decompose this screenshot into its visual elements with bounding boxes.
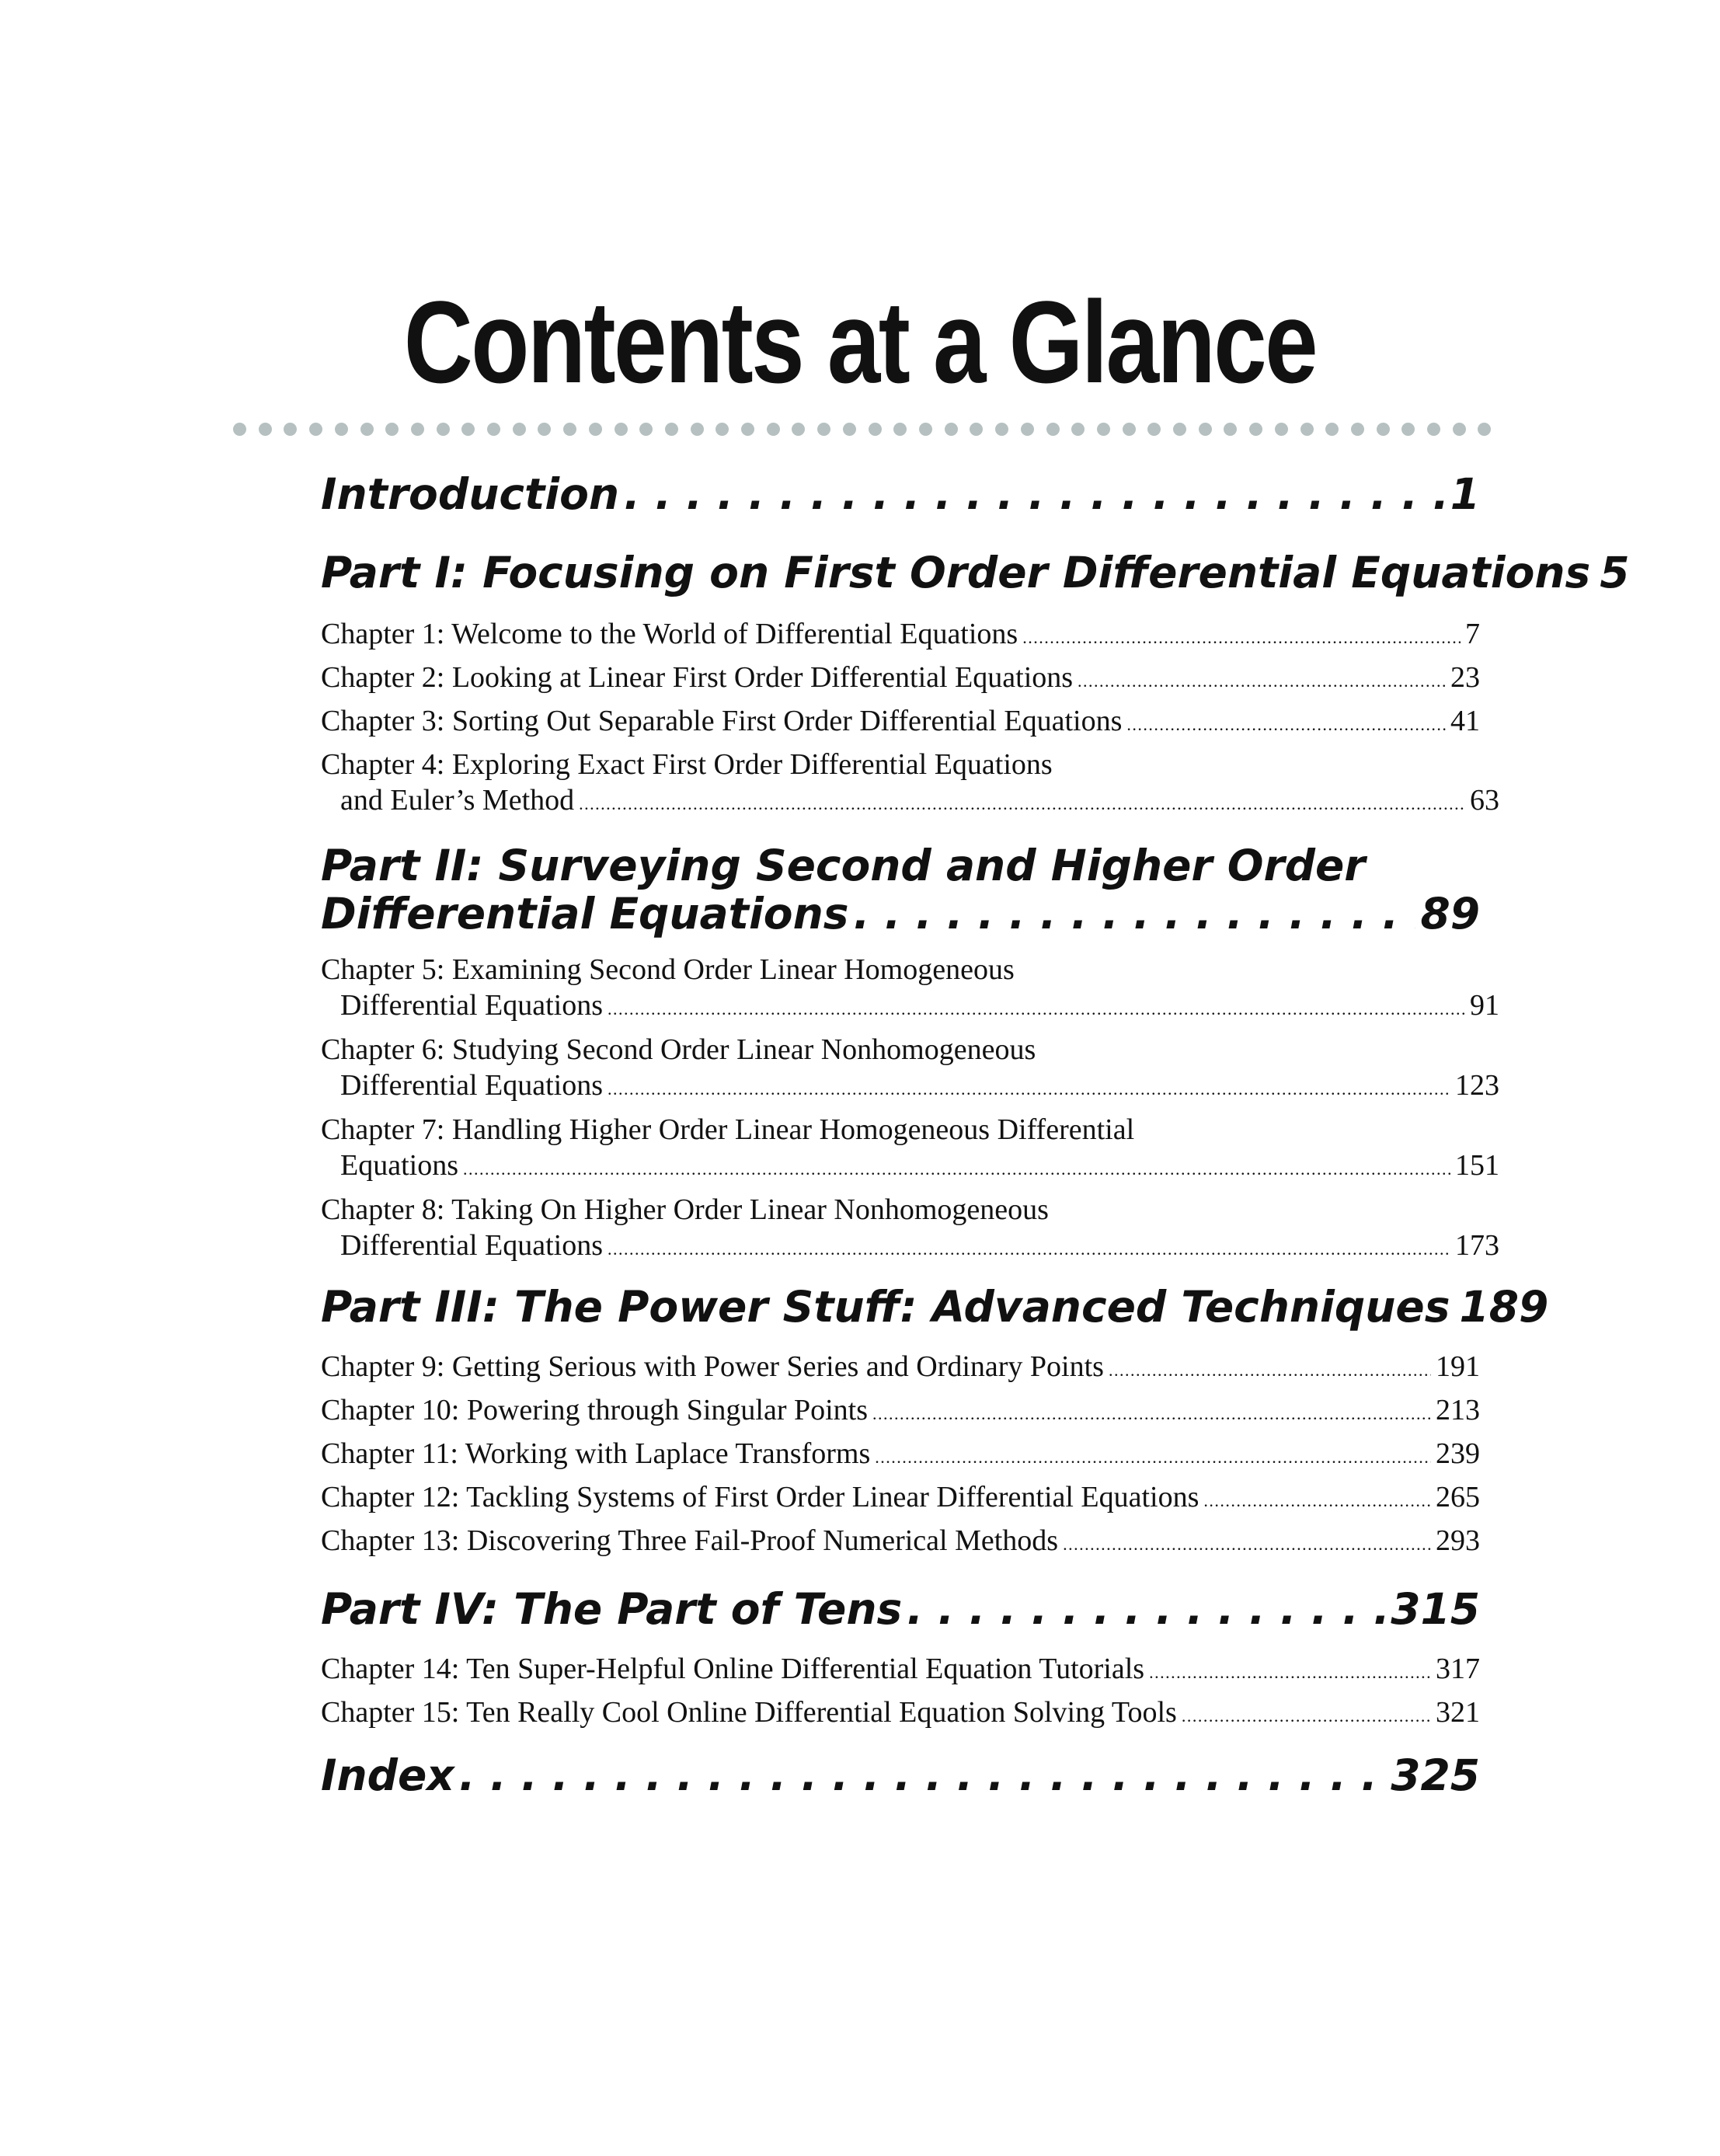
toc-entry-title-line2: Differential Equations [321, 889, 849, 939]
toc-entry-title-line2: and Euler’s Method [340, 784, 575, 817]
toc-chapter-12[interactable] [321, 1479, 1480, 1519]
toc-chapter-3[interactable] [321, 703, 1480, 743]
toc-entry-title: Chapter 14: Ten Super-Helpful Online Differential Equation Tutorials [321, 1653, 1145, 1685]
toc-entry-title: Part I: Focusing on First Order Differential Equations [321, 548, 1591, 597]
page-title: Contents at a Glance [403, 277, 1317, 407]
dot-leader [872, 1396, 1431, 1432]
toc-entry-title: Chapter 13: Discovering Three Fail-Proof Numerical Methods [321, 1524, 1059, 1557]
dot-leader [579, 786, 1465, 822]
toc-chapter-10[interactable] [321, 1392, 1480, 1432]
toc-page-number: 265 [1436, 1481, 1480, 1513]
toc-entry-title: Chapter 12: Tackling Systems of First Order Linear Differential Equations [321, 1481, 1199, 1513]
toc-entry-title: Chapter 9: Getting Serious with Power Series and Ordinary Points [321, 1350, 1104, 1383]
toc-part-1[interactable] [321, 548, 1630, 597]
toc-chapter-7[interactable] [321, 1112, 1499, 1187]
toc-introduction[interactable] [321, 470, 1480, 518]
dot-leader [608, 1071, 1450, 1107]
toc-index[interactable] [321, 1751, 1480, 1799]
toc-page-number: 151 [1455, 1149, 1499, 1182]
toc-entry-title: Part IV: The Part of Tens [321, 1584, 903, 1634]
toc-entry-title-line2: Equations [340, 1149, 458, 1182]
toc-entry-title: Chapter 11: Working with Laplace Transforms [321, 1437, 871, 1470]
toc-entry-title-line1: Chapter 6: Studying Second Order Linear Nonhomogeneous [321, 1033, 1036, 1066]
dot-leader [1109, 1353, 1431, 1388]
toc-entry-title-line1: Chapter 7: Handling Higher Order Linear Homogeneous Differential [321, 1113, 1135, 1146]
toc-page-number: 91 [1470, 989, 1499, 1022]
dot-leader [1149, 1655, 1431, 1691]
toc-entry-title: Introduction [321, 469, 620, 519]
toc-page-number: 5 [1600, 548, 1630, 597]
toc-chapter-14[interactable] [321, 1651, 1480, 1691]
dot-leader [853, 890, 1415, 938]
toc-page-number: 325 [1391, 1750, 1480, 1800]
toc-entry-title: Part III: The Power Stuff: Advanced Techniques [321, 1282, 1450, 1332]
toc-page-number: 213 [1436, 1394, 1480, 1426]
dot-leader [875, 1440, 1431, 1475]
toc-chapter-13[interactable] [321, 1523, 1480, 1562]
dot-leader [463, 1151, 1450, 1187]
toc-entry-title-line1: Chapter 5: Examining Second Order Linear Homogeneous [321, 953, 1015, 986]
toc-chapter-2[interactable] [321, 660, 1480, 699]
toc-chapter-6[interactable] [321, 1032, 1499, 1107]
toc-entry-title-line1: Chapter 4: Exploring Exact First Order Differential Equations [321, 748, 1053, 781]
toc-entry-title-line1: Chapter 8: Taking On Higher Order Linear Nonhomogeneous [321, 1193, 1049, 1226]
toc-chapter-15[interactable] [321, 1694, 1480, 1734]
toc-entry-title: Chapter 1: Welcome to the World of Differential Equations [321, 618, 1018, 650]
dot-leader [608, 991, 1465, 1027]
dot-leader [1182, 1698, 1431, 1734]
toc-entry-title: Chapter 2: Looking at Linear First Order Differential Equations [321, 661, 1074, 694]
dot-leader [608, 1231, 1450, 1267]
toc-chapter-11[interactable] [321, 1436, 1480, 1475]
toc-page-number: 7 [1465, 618, 1480, 650]
toc-page-number: 189 [1459, 1282, 1549, 1332]
dot-leader [1078, 664, 1446, 699]
toc-page-number: 315 [1391, 1584, 1480, 1634]
toc-chapter-9[interactable] [321, 1349, 1480, 1388]
toc-entry-title: Index [321, 1750, 454, 1800]
dot-leader [1126, 707, 1446, 743]
toc-page-number: 41 [1450, 705, 1480, 737]
toc-part-3[interactable] [321, 1282, 1549, 1332]
toc-chapter-8[interactable] [321, 1192, 1499, 1267]
dot-leader [907, 1585, 1386, 1633]
toc-entry-title: Chapter 3: Sorting Out Separable First Order Differential Equations [321, 705, 1123, 737]
toc-page-number: 321 [1436, 1696, 1480, 1729]
toc-page-number: 63 [1470, 784, 1499, 817]
toc-page-number: 239 [1436, 1437, 1480, 1470]
toc-entry-title-line1: Part II: Surveying Second and Higher Order [321, 841, 1366, 890]
toc-entry-title-line2: Differential Equations [340, 1229, 604, 1262]
dot-leader [624, 470, 1446, 518]
toc-entry-title: Chapter 15: Ten Really Cool Online Differential Equation Solving Tools [321, 1696, 1177, 1729]
toc-page-number: 1 [1450, 469, 1480, 519]
toc-page-number: 23 [1450, 661, 1480, 694]
toc-chapter-5[interactable] [321, 952, 1499, 1027]
toc-chapter-4[interactable] [321, 747, 1499, 822]
toc-page-number: 123 [1455, 1069, 1499, 1102]
toc-entry-title: Chapter 10: Powering through Singular Points [321, 1394, 869, 1426]
toc-entry-title-line2: Differential Equations [340, 989, 604, 1022]
toc-page-number: 293 [1436, 1524, 1480, 1557]
toc-part-4[interactable] [321, 1585, 1480, 1633]
dot-leader [1022, 620, 1461, 656]
toc-page-number: 191 [1436, 1350, 1480, 1383]
dot-leader [459, 1751, 1386, 1799]
toc-page-number: 317 [1436, 1653, 1480, 1685]
toc-entry-title-line2: Differential Equations [340, 1069, 604, 1102]
toc-page-number: 173 [1455, 1229, 1499, 1262]
dot-leader [1203, 1483, 1431, 1519]
dot-leader [1063, 1527, 1431, 1562]
toc-part-2[interactable] [321, 841, 1480, 938]
toc-page-number: 89 [1420, 889, 1480, 939]
toc-chapter-1[interactable] [321, 616, 1480, 656]
